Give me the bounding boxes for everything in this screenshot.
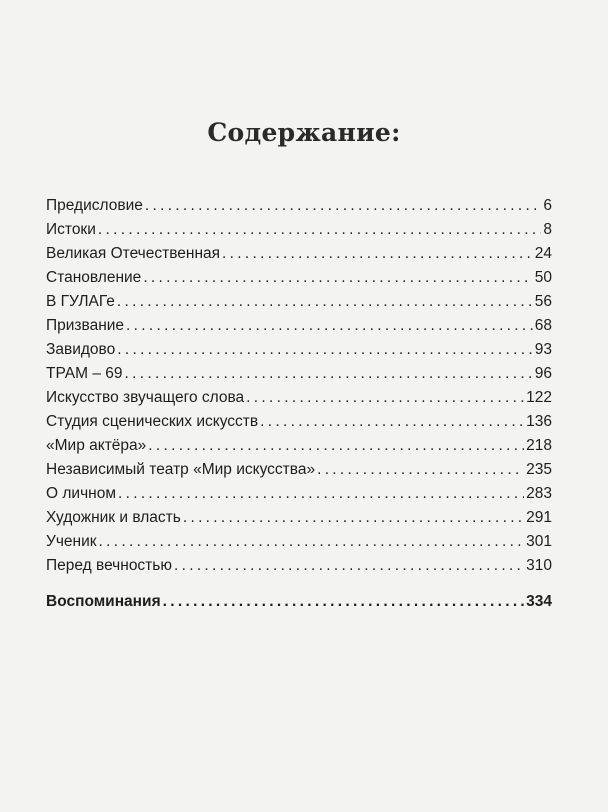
- toc-entry-final: [46, 593, 552, 617]
- leader-dots: [260, 413, 524, 431]
- toc-entry: [46, 293, 552, 317]
- toc-entry: [46, 509, 552, 533]
- toc-entry-page: 283: [526, 485, 552, 502]
- toc-entry-page: 50: [534, 269, 552, 286]
- toc-entry-page: 235: [526, 461, 552, 478]
- leader-dots: [222, 245, 533, 263]
- toc-entry: [46, 317, 552, 341]
- toc-entry-label: Независимый театр «Мир искусства»: [46, 461, 316, 478]
- toc-entry-label: Ученик: [46, 533, 97, 550]
- toc-entry-label: Искусство звучащего слова: [46, 389, 245, 406]
- leader-dots: [117, 293, 533, 311]
- leader-dots: [148, 437, 524, 455]
- toc-entry: [46, 485, 552, 509]
- leader-dots: [183, 509, 524, 527]
- toc-entry-label: Художник и власть: [46, 509, 181, 526]
- leader-dots: [98, 221, 541, 239]
- toc-entry-label: Студия сценических искусств: [46, 413, 259, 430]
- leader-dots: [117, 341, 533, 359]
- toc-entry: [46, 197, 552, 221]
- leader-dots: [143, 269, 532, 287]
- leader-dots: [163, 593, 525, 611]
- leader-dots: [99, 533, 525, 551]
- leader-dots: [174, 557, 524, 575]
- toc-entry-label: ТРАМ – 69: [46, 365, 123, 382]
- toc-entry-page: 136: [526, 413, 552, 430]
- toc-entry: [46, 389, 552, 413]
- toc-entry-label: О личном: [46, 485, 116, 502]
- toc-entry-label: Воспоминания: [46, 593, 161, 610]
- toc-entry-page: 68: [534, 317, 552, 334]
- toc-entry-page: 96: [534, 365, 552, 382]
- toc-entry-page: 56: [534, 293, 552, 310]
- toc-entry-label: Предисловие: [46, 197, 143, 214]
- toc-entry: [46, 245, 552, 269]
- toc-entry: [46, 533, 552, 557]
- leader-dots: [246, 389, 524, 407]
- toc-entry-page: 122: [526, 389, 552, 406]
- leader-dots: [317, 461, 524, 479]
- toc-entry-label: Великая Отечественная: [46, 245, 221, 262]
- toc-entry-label: В ГУЛАГе: [46, 293, 115, 310]
- toc-entry-page: 6: [543, 197, 552, 214]
- toc-entry-label: Истоки: [46, 221, 96, 238]
- toc-entry: [46, 461, 552, 485]
- toc-entry: [46, 269, 552, 293]
- leader-dots: [125, 365, 533, 383]
- toc-entry-page: 334: [526, 593, 552, 610]
- toc-entry-page: 24: [534, 245, 552, 262]
- toc-entry-page: 301: [526, 533, 552, 550]
- toc-entry: [46, 437, 552, 461]
- toc-entry-label: Завидово: [46, 341, 116, 358]
- section-spacer: [46, 581, 552, 593]
- toc-entry: [46, 557, 552, 581]
- leader-dots: [145, 197, 542, 215]
- page-title: Содержание:: [207, 118, 401, 147]
- toc-entry: [46, 413, 552, 437]
- toc-entry-label: Призвание: [46, 317, 125, 334]
- toc-entry-label: Становление: [46, 269, 142, 286]
- leader-dots: [118, 485, 524, 503]
- toc-entry-page: 218: [526, 437, 552, 454]
- leader-dots: [126, 317, 533, 335]
- toc-entry-label: «Мир актёра»: [46, 437, 147, 454]
- toc-entry-page: 93: [534, 341, 552, 358]
- toc-entry: [46, 221, 552, 245]
- toc-entry-label: Перед вечностью: [46, 557, 172, 574]
- toc-entry: [46, 341, 552, 365]
- toc-entry-page: 310: [526, 557, 552, 574]
- toc-entry: [46, 365, 552, 389]
- table-of-contents: [46, 197, 552, 617]
- toc-entry-page: 8: [543, 221, 552, 238]
- toc-entry-page: 291: [526, 509, 552, 526]
